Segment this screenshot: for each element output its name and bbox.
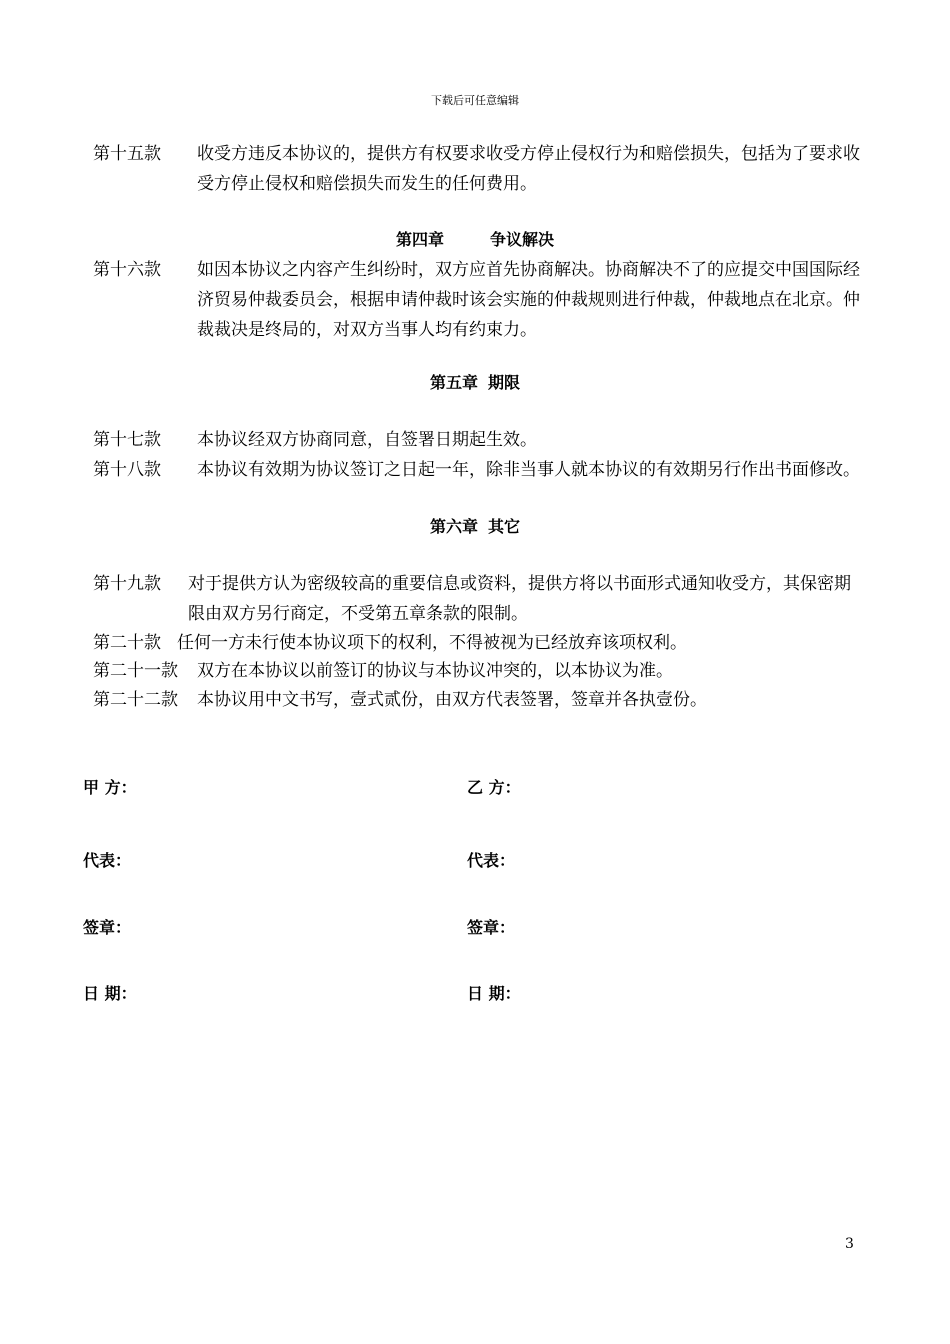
chapter-label: 第四章 — [395, 230, 444, 249]
clause-text: 对于提供方认为密级较高的重要信息或资料，提供方将以书面形式通知收受方，其保密期限由双方另行商定，不受第五章条款的限制。 — [188, 574, 851, 624]
clause-15 — [93, 139, 863, 199]
chapter-label: 第五章 — [429, 373, 478, 392]
clause-number: 第二十一款 — [93, 661, 178, 681]
chapter-heading-6 — [0, 516, 950, 538]
clause-number: 第十六款 — [93, 260, 161, 280]
clause-20 — [93, 628, 863, 658]
clause-number: 第十七款 — [93, 430, 161, 450]
seal-b-label: 签章： — [467, 918, 516, 937]
clause-18 — [93, 455, 863, 485]
clause-text: 任何一方未行使本协议项下的权利，不得被视为已经放弃该项权利。 — [177, 633, 687, 653]
clause-22 — [93, 685, 863, 715]
clause-number: 第二十款 — [93, 633, 161, 653]
clause-text: 本协议有效期为协议签订之日起一年，除非当事人就本协议的有效期另行作出书面修改。 — [197, 460, 860, 480]
clause-text: 如因本协议之内容产生纠纷时，双方应首先协商解决。协商解决不了的应提交中国国际经济贸易仲裁委员会，根据申请仲裁时该会实施的仲裁规则进行仲裁，仲裁地点在北京。仲裁裁决是终局的，对双方当事人均有约束力。 — [197, 260, 860, 340]
party-b-label: 乙 方： — [467, 778, 521, 797]
clause-text: 本协议经双方协商同意，自签署日期起生效。 — [197, 430, 537, 450]
representative-b-label: 代表： — [467, 851, 516, 870]
chapter-heading-4 — [0, 229, 950, 251]
representative-a-label: 代表： — [83, 851, 132, 870]
page-number: 3 — [845, 1236, 854, 1252]
clause-number: 第十五款 — [93, 144, 161, 164]
clause-text: 双方在本协议以前签订的协议与本协议冲突的，以本协议为准。 — [197, 661, 673, 681]
clause-19 — [93, 569, 863, 629]
date-b-label: 日 期： — [467, 984, 521, 1003]
page-header: 下载后可任意编辑 — [431, 94, 519, 107]
chapter-title: 期限 — [488, 373, 521, 392]
clause-text: 本协议用中文书写，壹式贰份，由双方代表签署，签章并各执壹份。 — [197, 690, 707, 710]
chapter-title: 其它 — [488, 517, 521, 536]
clause-text: 收受方违反本协议的，提供方有权要求收受方停止侵权行为和赔偿损失，包括为了要求收受方停止侵权和赔偿损失而发生的任何费用。 — [197, 144, 860, 194]
chapter-title: 争议解决 — [490, 230, 555, 249]
clause-number: 第二十二款 — [93, 690, 178, 710]
chapter-heading-5 — [0, 372, 950, 394]
clause-16 — [93, 255, 863, 345]
clause-21 — [93, 656, 863, 686]
clause-number: 第十九款 — [93, 574, 161, 594]
clause-17 — [93, 425, 863, 455]
party-a-label: 甲 方： — [83, 778, 137, 797]
clause-number: 第十八款 — [93, 460, 161, 480]
seal-a-label: 签章： — [83, 918, 132, 937]
chapter-label: 第六章 — [429, 517, 478, 536]
date-a-label: 日 期： — [83, 984, 137, 1003]
